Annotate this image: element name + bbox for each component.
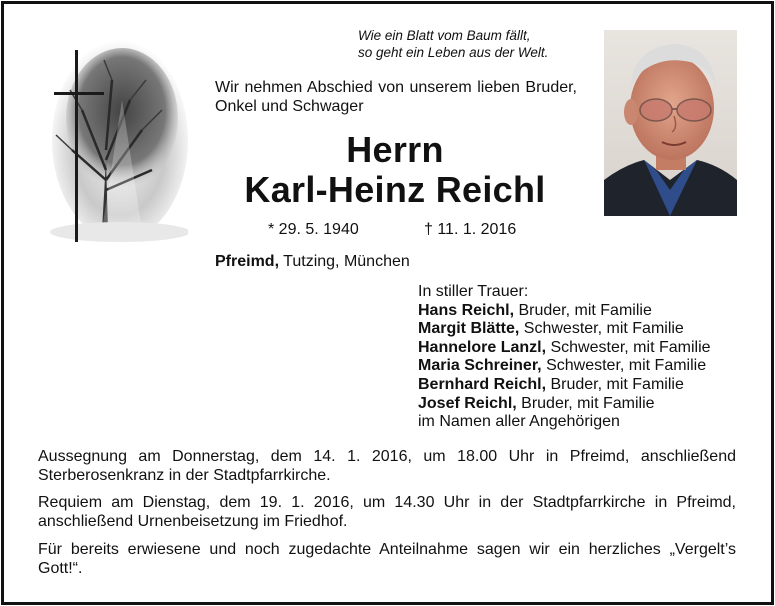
mourner-relation: Schwester, mit Familie [541,357,707,375]
requiem-notice: Requiem am Dienstag, dem 19. 1. 2016, um 14.30 Uhr in der Stadtpfarrkirche in Pfreimd, anschließend Urnenbeisetzung im Friedhof. [38,494,736,530]
mourner-name: Josef Reichl, [418,394,517,412]
mourner-name: Hannelore Lanzl, [418,338,547,356]
deceased-name: Karl-Heinz Reichl [244,169,546,210]
mourner-relation: Schwester, mit Familie [519,320,684,338]
mourners-closing: im Namen aller Angehörigen [418,413,620,431]
death-date: † 11. 1. 2016 [424,221,517,238]
places [215,253,410,271]
blessing-notice: Aussegnung am Donnerstag, dem 14. 1. 2016, um 18.00 Uhr in Pfreimd, anschließend Sterberosenkranz in der Stadtpfarrkirche. [38,448,736,484]
motto-line-2: so geht ein Leben aus der Welt. [358,45,549,60]
thanks-notice: Für bereits erwiesene und noch zugedachte Anteilnahme sagen wir ein herzliches „Vergelt’s Gott!“. [38,541,736,577]
mourners-list [418,283,711,432]
mourner-entry [418,302,711,321]
mourner-entry [418,339,711,358]
mourner-entry [418,320,711,339]
mourners-heading: In stiller Trauer: [418,283,529,300]
mourner-entry [418,357,711,376]
motto [358,27,588,61]
mourner-name: Hans Reichl, [418,301,515,319]
birth-date: * 29. 5. 1940 [268,221,359,238]
mourner-name: Bernhard Reichl, [418,375,547,393]
mourner-name: Maria Schreiner, [418,357,542,375]
mourner-relation: Bruder, mit Familie [514,301,652,319]
place-primary: Pfreimd, [215,253,280,270]
tree-with-cross-icon [42,40,188,250]
mourner-name: Margit Blätte, [418,320,520,338]
motto-line-1: Wie ein Blatt vom Baum fällt, [358,28,531,43]
mourner-relation: Bruder, mit Familie [516,394,655,412]
mourner-entry [418,376,711,395]
mourner-relation: Schwester, mit Familie [546,338,711,356]
mourner-entry [418,395,711,414]
portrait-photo [604,30,737,216]
place-others: Tutzing, München [279,253,410,270]
intro-text: Wir nehmen Abschied von unserem lieben Bruder, Onkel und Schwager [215,79,577,115]
salutation: Herrn [346,129,444,170]
mourner-relation: Bruder, mit Familie [546,375,684,393]
